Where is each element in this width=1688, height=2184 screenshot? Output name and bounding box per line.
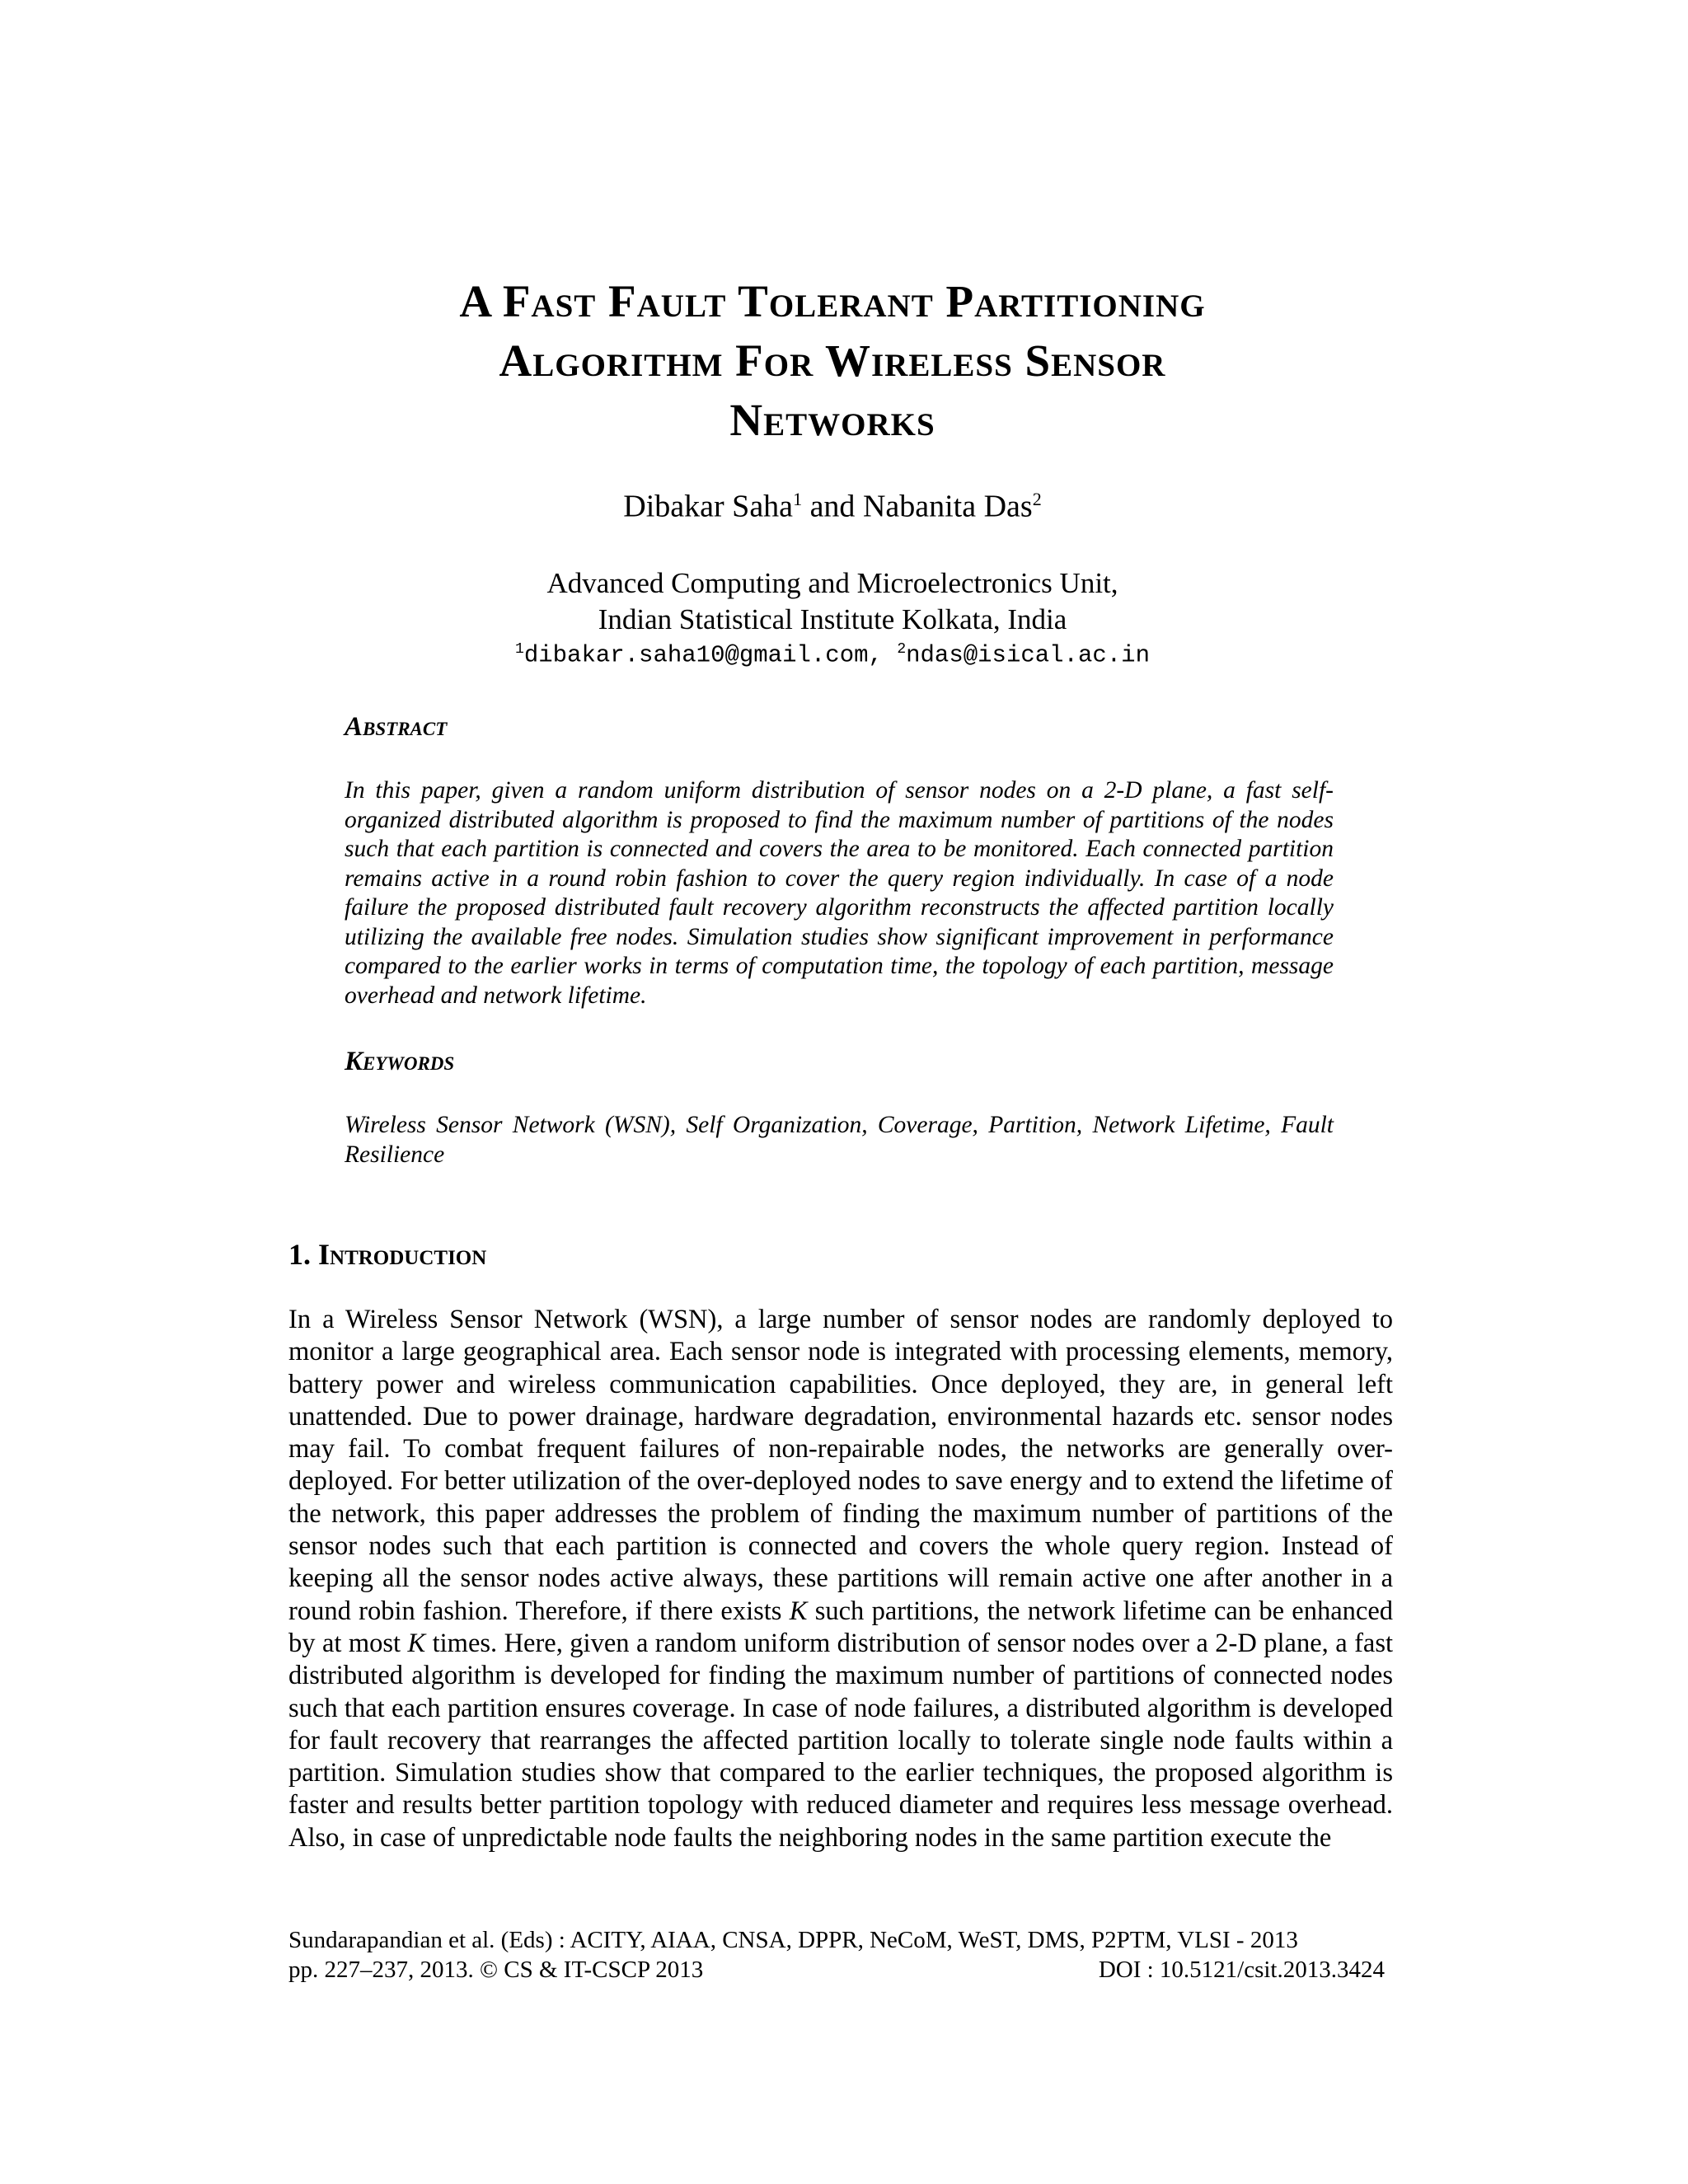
section-title: Introduction (318, 1238, 487, 1271)
section-heading (288, 1236, 486, 1272)
author-emails (330, 633, 1335, 673)
email-affiliation-mark: 1 (515, 641, 524, 658)
author-name: Nabanita Das (862, 489, 1033, 524)
title-line: Networks (729, 395, 935, 445)
author-name: Dibakar Saha (623, 489, 794, 524)
abstract-heading: Abstract (345, 712, 448, 742)
page-footer (288, 1925, 1385, 1985)
author-email: ndas@isical.ac.in (906, 641, 1150, 669)
affiliation-line: Advanced Computing and Microelectronics Unit, (546, 567, 1118, 599)
footer-pages: pp. 227–237, 2013. © CS & IT-CSCP 2013 (288, 1957, 704, 1983)
affiliation-line: Indian Statistical Institute Kolkata, India (598, 603, 1067, 635)
keywords-heading: Keywords (345, 1047, 455, 1076)
author-affiliation-mark: 2 (1032, 489, 1042, 509)
paper-title (330, 272, 1335, 450)
keywords-text: Wireless Sensor Network (WSN), Self Organization, Coverage, Partition, Network Lifetime, Fault Resilience (345, 1112, 1334, 1168)
affiliation (330, 565, 1335, 638)
author-list (330, 480, 1335, 527)
title-line: A Fast Fault Tolerant Partitioning (459, 276, 1206, 326)
abstract-text: In this paper, given a random uniform distribution of sensor nodes on a 2-D plane, a fast self-organized distributed algorithm is proposed to find the maximum number of partitions of the nodes such that each partition is connected and covers the area to be monitored. Each connected partition remains active in a round robin fashion to cover the query region individually. In case of a node failure the proposed distributed fault recovery algorithm reconstructs the affected partition locally utilizing the available free nodes. Simulation studies show significant improvement in performance compared to the earlier works in terms of computation time, the topology of each partition, message overhead and network lifetime. (345, 777, 1334, 1009)
footer-row (288, 1955, 1385, 1985)
section-number: 1. (288, 1238, 311, 1271)
footer-doi: DOI : 10.5121/csit.2013.3424 (1098, 1957, 1385, 1983)
author-connector: and (809, 489, 856, 524)
introduction-text: In a Wireless Sensor Network (WSN), a large number of sensor nodes are randomly deployed to monitor a large geographical area. Each sensor node is integrated with processing elements, memory, battery power and wireless communication capabilities. Once deployed, they are, in general left unattended. Due to power drainage, hardware degradation, environmental hazards etc. sensor nodes may fail. To combat frequent failures of non-repairable nodes, the networks are generally over-deployed. For better utilization of the over-deployed nodes to save energy and to extend the lifetime of the network, this paper addresses the problem of finding the maximum number of partitions of the sensor nodes such that each partition is connected and covers the whole query region. Instead of keeping all the sensor nodes active always, these partitions will remain active one after another in a round robin fashion. Therefore, if there exists K such partitions, the network lifetime can be enhanced by at most K times. Here, given a random uniform distribution of sensor nodes over a 2-D plane, a fast distributed algorithm is developed for finding the maximum number of partitions of connected nodes such that each partition ensures coverage. In case of node failures, a distributed algorithm is developed for fault recovery that rearranges the affected partition locally to tolerate single node faults within a partition. Simulation studies show that compared to the earlier techniques, the proposed algorithm is faster and results better partition topology with reduced diameter and requires less message overhead. Also, in case of unpredictable node faults the neighboring nodes in the same partition execute the (288, 1305, 1393, 1853)
title-line: Algorithm For Wireless Sensor (499, 335, 1166, 386)
email-affiliation-mark: 2 (897, 641, 907, 658)
author-email: dibakar.saha10@gmail.com, (523, 641, 883, 669)
author-affiliation-mark: 1 (793, 489, 803, 509)
footer-citation: Sundarapandian et al. (Eds) : ACITY, AIAA, CNSA, DPPR, NeCoM, WeST, DMS, P2PTM, VLSI - 2013 (288, 1927, 1298, 1953)
